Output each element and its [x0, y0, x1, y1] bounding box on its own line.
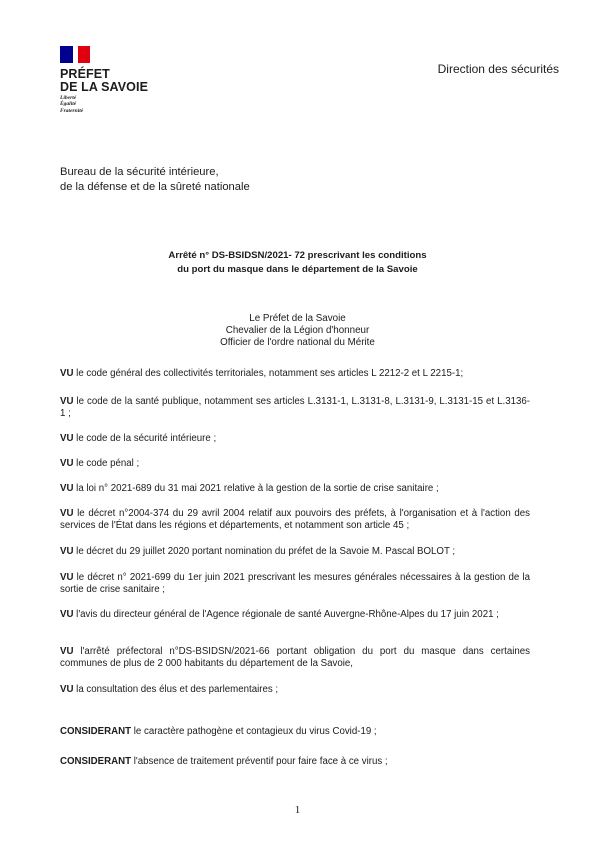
clause-vu	[60, 396, 530, 421]
motto-egalite: Égalité	[60, 101, 77, 108]
motto-liberte: Liberté	[60, 95, 77, 101]
clause-vu	[60, 458, 530, 470]
clause-text: le caractère pathogène et contagieux du virus Covid-19 ;	[131, 726, 377, 737]
bureau-heading	[60, 165, 250, 194]
clause-text: le code de la santé publique, notamment ses articles L.3131-1, L.3131-8, L.3131-9, L.3131-15 et L.3136-1 ;	[60, 396, 530, 420]
clause-considerant	[60, 756, 530, 768]
clause-keyword: CONSIDERANT	[60, 726, 132, 737]
marianne-flag-icon	[60, 46, 90, 63]
clause-vu	[60, 646, 530, 671]
clause-text: le code général des collectivités territoriales, notamment ses articles L 2212-2 et L 2215-1;	[73, 368, 464, 379]
clause-keyword: VU	[60, 609, 74, 620]
prefet-line: Chevalier de la Légion d'honneur	[225, 325, 370, 337]
clause-vu	[60, 508, 530, 533]
republic-motto	[60, 95, 148, 114]
clause-text: l'avis du directeur général de l'Agence régionale de santé Auvergne-Rhône-Alpes du 17 juin 2021 ;	[73, 609, 499, 620]
clause-vu	[60, 546, 530, 558]
clause-keyword: VU	[60, 396, 74, 407]
clause-vu	[60, 368, 530, 380]
clause-text: la loi n° 2021-689 du 31 mai 2021 relative à la gestion de la sortie de crise sanitaire ;	[73, 483, 439, 494]
direction-heading: Direction des sécurités	[437, 62, 559, 76]
clause-keyword: VU	[60, 546, 74, 557]
clause-text: l'absence de traitement préventif pour faire face à ce virus ;	[131, 756, 388, 767]
clause-keyword: CONSIDERANT	[60, 756, 132, 767]
clause-keyword: VU	[60, 572, 74, 583]
prefet-line: Le Préfet de la Savoie	[249, 313, 346, 324]
page-number: 1	[294, 804, 301, 816]
clause-keyword: VU	[60, 433, 74, 444]
clause-keyword: VU	[60, 458, 74, 469]
clause-keyword: VU	[60, 368, 74, 379]
clause-keyword: VU	[60, 646, 74, 657]
prefecture-logo	[60, 46, 148, 114]
clause-vu	[60, 684, 530, 696]
clause-text: le décret n°2004-374 du 29 avril 2004 relatif aux pouvoirs des préfets, à l'organisation et à l'action des services de l'État dans les régions et départements, et notamment son article 45 ;	[60, 508, 530, 532]
bureau-line: Bureau de la sécurité intérieure,	[60, 166, 219, 178]
clause-vu	[60, 483, 530, 495]
clause-considerant	[60, 726, 530, 738]
clause-text: le décret du 29 juillet 2020 portant nomination du préfet de la Savoie M. Pascal BOLOT ;	[73, 546, 456, 557]
prefet-block	[0, 313, 595, 350]
clause-text: l'arrêté préfectoral n°DS-BSIDSN/2021-66 portant obligation du port du masque dans certaines communes de plus de 2 000 habitants du département de la Savoie,	[60, 646, 530, 670]
logo-line-savoie: DE LA SAVOIE	[60, 79, 149, 94]
clause-text: le code de la sécurité intérieure ;	[73, 433, 217, 444]
clause-vu	[60, 572, 530, 597]
motto-fraternite: Fraternité	[60, 107, 84, 114]
title-line: Arrêté n° DS-BSIDSN/2021- 72 prescrivant les conditions	[168, 250, 427, 261]
clause-keyword: VU	[60, 483, 74, 494]
decree-title	[0, 249, 595, 276]
title-line: du port du masque dans le département de la Savoie	[177, 263, 418, 275]
bureau-line: de la défense et de la sûreté nationale	[60, 180, 250, 193]
clause-text: la consultation des élus et des parlementaires ;	[73, 684, 279, 695]
prefet-line: Officier de l'ordre national du Mérite	[220, 337, 375, 349]
clause-vu	[60, 609, 530, 621]
clause-keyword: VU	[60, 508, 74, 519]
clause-text: le code pénal ;	[73, 458, 140, 469]
clause-text: le décret n° 2021-699 du 1er juin 2021 prescrivant les mesures générales nécessaires à la gestion de la sortie de crise sanitaire ;	[60, 572, 530, 596]
clause-vu	[60, 433, 530, 445]
clause-keyword: VU	[60, 684, 74, 695]
logo-line-prefet: PRÉFET	[60, 67, 110, 81]
